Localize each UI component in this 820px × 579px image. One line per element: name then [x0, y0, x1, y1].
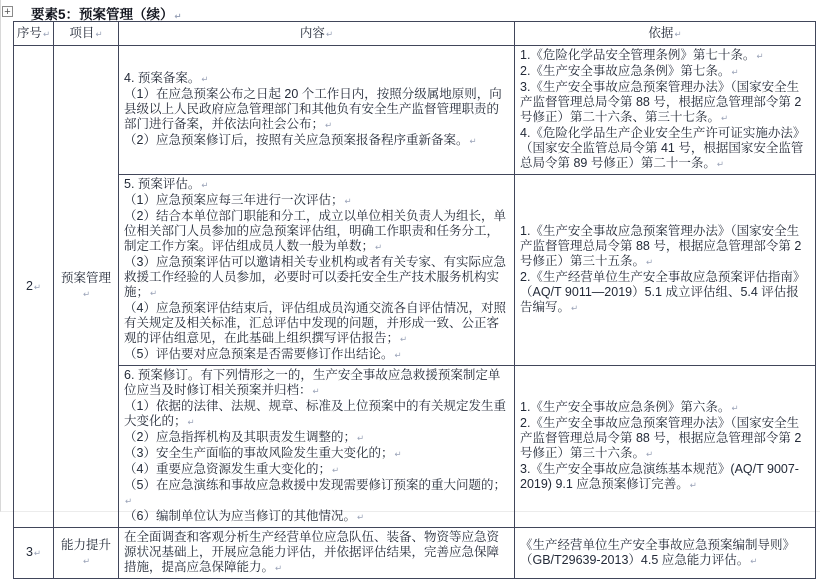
section-title-text: 要素5：预案管理（续） [31, 7, 174, 22]
paragraph-mark-icon: ↵ [646, 449, 654, 459]
paragraph: （4）重要应急资源发生重大变化的；↵ [124, 462, 340, 476]
paragraph: （1）应急预案应每三年进行一次评估；↵ [124, 193, 352, 207]
paragraph: （5）在应急演练和事故应急救援中发现需要修订预案的重大问题的；↵ [124, 478, 506, 506]
paragraph: 1.《生产安全事故应急条例》第六条。↵ [520, 400, 739, 414]
cell-item: 预案管理↵ [54, 46, 119, 528]
paragraph-mark-icon: ↵ [150, 288, 158, 298]
cell-basis [515, 46, 816, 175]
paragraph-mark-icon: ↵ [174, 11, 182, 21]
column-header-2: 内容↵ [119, 22, 515, 46]
paragraph: 1.《生产安全事故应急预案管理办法》（国家安全生产监督管理总局令第 88 号，根据应急管理部令第 2 号修正）第三十五条。↵ [520, 224, 802, 268]
paragraph: 在全面调查和客观分析生产经营单位应急队伍、装备、物资等应急资源状况基础上，开展应急能力评估，并依据评估结果，完善应急保障措施，提高应急保障能力。↵ [124, 530, 500, 574]
paragraph: （6）编制单位认为应当修订的其他情况。↵ [124, 509, 365, 523]
section-title [31, 3, 182, 23]
paragraph-mark-icon: ↵ [82, 289, 91, 299]
paragraph: （2）应急预案修订后，按照有关应急预案报备程序重新备案。↵ [124, 133, 477, 147]
paragraph-mark-icon: ↵ [716, 159, 724, 169]
paragraph-mark-icon: ↵ [571, 303, 579, 313]
table-row [14, 528, 816, 579]
paragraph: 2.《生产安全事故应急条例》第七条。↵ [520, 64, 739, 78]
paragraph: （2）应急指挥机构及其职责发生调整的；↵ [124, 430, 365, 444]
paragraph-mark-icon: ↵ [731, 67, 739, 77]
cell-basis [515, 528, 816, 579]
paragraph-mark-icon: ↵ [331, 465, 340, 475]
table-row [14, 46, 816, 175]
paragraph-mark-icon: ↵ [82, 555, 91, 566]
paragraph: 4. 预案备案。↵ [124, 71, 209, 85]
paragraph: （3）安全生产面临的事故风险发生重大变化的；↵ [124, 446, 402, 460]
cell-item: 能力提升↵ [54, 528, 119, 579]
paragraph: 5. 预案评估。↵ [124, 177, 209, 191]
paragraph-mark-icon: ↵ [201, 180, 209, 190]
paragraph-mark-icon: ↵ [469, 136, 477, 146]
paragraph: 2.《生产安全事故应急预案管理办法》（国家安全生产监督管理总局令第 88 号，根据应急管理部令第 2 号修正）第三十六条。↵ [520, 416, 802, 460]
paragraph-mark-icon: ↵ [33, 281, 42, 292]
column-header-3: 依据↵ [515, 22, 816, 46]
paragraph-mark-icon: ↵ [187, 417, 195, 427]
cell-serial: 3↵ [14, 528, 54, 579]
paragraph-mark-icon: ↵ [33, 548, 42, 558]
paragraph-mark-icon: ↵ [344, 196, 352, 206]
paragraph-mark-icon: ↵ [646, 257, 654, 267]
paragraph-mark-icon: ↵ [42, 28, 51, 39]
cell-basis [515, 175, 816, 366]
plan-management-table [13, 21, 816, 579]
paragraph: 6. 预案修订。有下列情形之一的，生产安全事故应急救援预案制定单位应当及时修订相关预案并归档：↵ [124, 368, 501, 397]
table-move-handle-icon[interactable] [2, 6, 13, 17]
paragraph: （1）在应急预案公布之日起 20 个工作日内，按照分级属地原则，向县级以上人民政府应急管理部门和其他负有安全生产监督管理职责的部门进行备案，并依法向社会公布；↵ [124, 87, 502, 131]
paragraph-mark-icon: ↵ [312, 386, 320, 396]
paragraph-mark-icon: ↵ [394, 350, 402, 360]
cell-content [119, 528, 515, 579]
paragraph: 1.《危险化学品安全管理条例》第七十条。↵ [520, 48, 764, 62]
paragraph-mark-icon: ↵ [756, 51, 764, 61]
column-header-0: 序号↵ [14, 22, 54, 46]
paragraph-mark-icon: ↵ [375, 242, 383, 252]
paragraph-mark-icon: ↵ [325, 28, 334, 39]
table-header-row [14, 22, 816, 46]
cell-basis [515, 366, 816, 528]
paragraph: （3）应急预案评估可以邀请相关专业机构或者有关专家、有实际应急救援工作经验的人员参加，必要时可以委托安全生产技术服务机构实施；↵ [124, 255, 506, 299]
paragraph-mark-icon: ↵ [400, 334, 408, 344]
paragraph-mark-icon: ↵ [275, 563, 283, 573]
paragraph-mark-icon: ↵ [750, 555, 758, 566]
plus-icon: + [4, 6, 11, 18]
paragraph-mark-icon: ↵ [394, 449, 402, 459]
paragraph-mark-icon: ↵ [356, 512, 365, 522]
cell-content [119, 175, 515, 366]
table-row [14, 366, 816, 528]
paragraph-mark-icon: ↵ [674, 28, 682, 39]
paragraph: 4.《危险化学品生产企业安全生产许可证实施办法》（国家安全监管总局令第 41 号，根据国家安全监管总局令第 89 号修正）第二十一条。↵ [520, 126, 806, 170]
cell-serial: 2↵ [14, 46, 54, 528]
paragraph: （5）评估要对应急预案是否需要修订作出结论。↵ [124, 347, 402, 361]
column-header-1: 项目↵ [54, 22, 119, 46]
paragraph-mark-icon: ↵ [689, 480, 697, 490]
paragraph-mark-icon: ↵ [95, 28, 103, 39]
paragraph: （2）结合本单位部门职能和分工，成立以单位相关负责人为组长，单位相关部门人员参加的应急预案评估组，明确工作职责和任务分工，制定工作方案。评估组成员人数一般为单数；↵ [124, 209, 506, 253]
paragraph-mark-icon: ↵ [356, 433, 365, 443]
cell-content [119, 46, 515, 175]
paragraph: 3.《生产安全事故应急预案管理办法》（国家安全生产监督管理总局令第 88 号，根据应急管理部令第 2 号修正）第二十六条、第三十七条。↵ [520, 80, 802, 124]
paragraph-mark-icon: ↵ [325, 120, 333, 130]
paragraph: 《生产经营单位生产安全事故应急预案编制导则》（GB/T29639-2013）4.5 应急能力评估。↵ [520, 537, 796, 567]
paragraph: 3.《生产安全事故应急演练基本规范》(AQ/T 9007-2019) 9.1 应急预案修订完善。↵ [520, 462, 799, 491]
cell-content [119, 366, 515, 528]
paragraph-mark-icon: ↵ [731, 403, 739, 413]
table-row [14, 175, 816, 366]
paragraph: 2.《生产经营单位生产安全事故应急预案评估指南》（AQ/T 9011—2019）5.1 成立评估组、5.4 评估报告编写。↵ [520, 270, 806, 314]
paragraph: （1）依据的法律、法规、规章、标准及上位预案中的有关规定发生重大变化的；↵ [124, 399, 506, 428]
paragraph-mark-icon: ↵ [125, 496, 133, 506]
paragraph-mark-icon: ↵ [201, 74, 209, 84]
paragraph-mark-icon: ↵ [721, 113, 729, 123]
paragraph: （4）应急预案评估结束后，评估组成员沟通交流各自评估情况，对照有关规定及相关标准，汇总评估中发现的问题，并形成一致、公正客观的评估组意见，在此基础上组织撰写评估报告；↵ [124, 301, 506, 345]
